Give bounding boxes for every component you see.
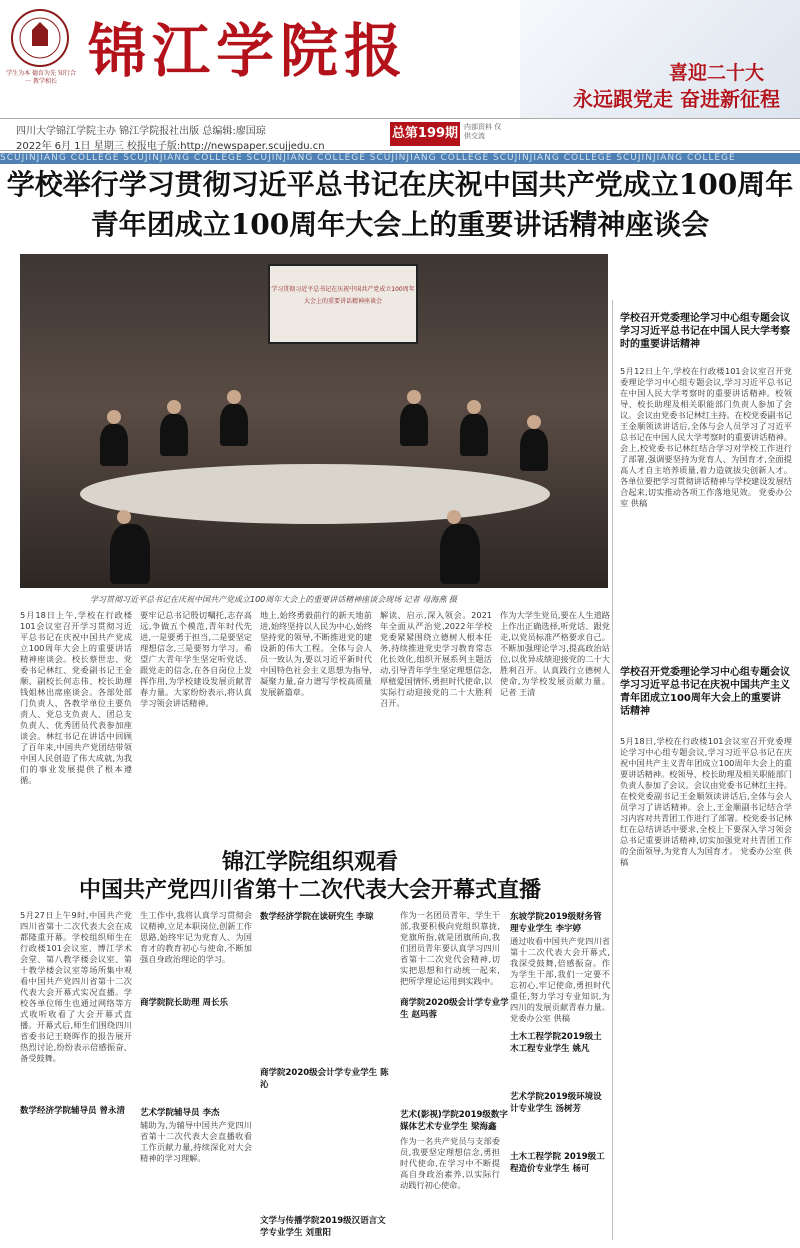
lead-column-3: 地上,始终勇毅前行的新天地前进,始终坚持以人民为中心,始终坚持党的领导,不断推进党的建设新的伟大工程。全体与会人员一致认为,要以习近平新时代中国特色社会主义思想为指导,凝聚力量,奋力谱写学校高质量发展新篇章。 [260,610,372,697]
second-column-2b: 辅助为,为辅导中国共产党四川省第十二次代表大会直播收看工作贡献力量,持续深化对大会精神的学习理解。 [140,1120,252,1163]
issue-badge: 总第199期 [390,122,460,146]
newspaper-title: 锦江学院报 [88,17,409,85]
attendee-figure [400,404,428,446]
second-column-2: 生工作中,我将认真学习贯彻会议精神,立足本职岗位,创新工作思路,始终牢记为党育人、为国育才的教育初心与使命,不断加强自身政治理论的学习。 [140,910,252,964]
publication-info-bar [0,118,800,151]
attendee-figure [100,424,128,466]
speaker-label: 商学院2020级会计学专业学生 赵玛蓉 [400,998,509,1020]
speaker-label: 商学院2020级会计学专业学生 陈沁 [260,1068,389,1090]
second-column-4: 作为一名团员青年、学生干部,我要积极向党组织靠拢,党旗所指,就是团旗所向,我们团员青年要认真学习四川省第十二次党代会精神,切实把思想和行动统一起来,把所学理论运用到实践中。 [400,910,500,986]
attendee-figure [160,414,188,456]
side-article-2-body: 5月18日,学校在行政楼101会议室召开党委理论学习中心组专题会议,学习习近平总书记在庆祝中国共产主义青年团成立100周年大会上的重要讲话精神。校领导、校长助理及相关职能部门负责人参加了会议。会议由党委书记林红主持。在校党委副书记王金顺领读讲话后,全体与会人员学习了讲话精神。会上,王金顺副书记结合学习内容对共青团工作进行了部署。校党委书记林红在总结讲话中要求,全校上下要深入学习领会总书记重要讲话精神,切实加强党对共青团工作的全面领导,为党育人为国育才。 党委办公室 供稿 [620,736,792,867]
slogan-line-1: 喜迎二十大 [668,62,764,84]
speaker-label: 数学经济学院在读研究生 李琼 [260,912,374,922]
slogan-banner [520,0,800,118]
conference-table [80,464,550,524]
speaker-label: 艺术(影视)学院2019级数字媒体艺术专业学生 梁海鑫 [400,1110,508,1132]
attendee-figure [460,414,488,456]
second-headline-line-1: 锦江学院组织观看 [221,849,398,875]
side-article-1-body: 5月12日上午,学校在行政楼101会议室召开党委理论学习中心组专题会议,学习习近平总书记在中国人民大学考察时的重要讲话精神。校领导、校长助理及相关职能部门负责人参加了会议。会议由党委书记林红主持。在校党委副书记王金顺领读讲话后,全体与会人员学习了习近平总书记在中国人民大学考察时的重要讲话精神。会上,校党委书记林红结合学习对学校工作进行了部署,强调要坚持为党育人、为国育才,全面提高人才自主培养质量,着力造就拔尖创新人才。各单位要把学习贯彻讲话精神与学校建设发展结合起来,切实推动各项工作落地见效。 党委办公室 供稿 [620,366,792,508]
attendee-figure [520,429,548,471]
lead-column-1: 5月18日上午,学校在行政楼101会议室召开学习贯彻习近平总书记在庆祝中国共产党成立100周年大会上的重要讲话精神座谈会。校长蔡世忠、党委书记林红、党委副书记王金顺、副校长何志伟、校长助理钱姐林出席座谈会。各部处部门负责人、各教学单位主要负责人、党总支负责人、团总支负责人、优秀团员代表参加座谈会。林红书记在讲话中回顾了百年来,中国共产党团结带领中国人民创造了伟大成就,为我们的事业发展提供了根本遵循。 [20,610,132,785]
second-headline-line-2: 中国共产党四川省第十二次代表大会开幕式直播 [78,877,541,903]
projection-screen [268,264,418,344]
lead-column-4: 解读、启示,深入领会。2021年全面从严治党,2022年学校党委紧紧围绕立德树人根本任务,持续推进党史学习教育常态化长效化,组织开展系列主题活动,引导青年学生坚定理想信念,厚植爱国情怀,勇担时代使命,以实际行动迎接党的二十大胜利召开。 [380,610,492,708]
speaker-label: 商学院院长助理 周长乐 [140,998,228,1008]
speaker-label: 艺术学院2019级环境设计专业学生 汤树芳 [510,1092,602,1114]
lead-headline-line-1: 学校举行学习贯彻习近平总书记在庆祝中国共产党成立100周年 [6,168,794,201]
speaker-label: 东坡学院2019级财务管理专业学生 李宇婷 [510,912,602,934]
lead-headline [0,165,800,245]
attendee-figure [220,404,248,446]
screen-text-2: 大会上的重要讲话精神座谈会 [303,298,382,305]
attendee-figure [110,524,150,584]
side-article-2-title: 学校召开党委理论学习中心组专题会议学习习近平总书记在庆祝中国共产主义青年团成立100周年大会上的重要讲话精神 [620,667,790,717]
slogan-line-2: 永远跟党走 奋进新征程 [573,87,780,111]
speaker-label: 数学经济学院辅导员 曾永清 [20,1106,125,1116]
lead-column-5: 作为大学生党员,要在人生道路上作出正确选择,听党话、跟党走,以党员标准严格要求自己。不断加强理论学习,提高政治站位,以优异成绩迎接党的二十大胜利召开。认真践行立德树人使命,为学校发展贡献力量。 记者 王清 [500,610,610,697]
column-divider [612,300,613,1240]
lead-column-2: 要牢记总书记殷切嘱托,志存高远,争做五个模范,青年时代先进,一是要勇于担当,二是要坚定理想信念,三是要努力学习。希望广大青年学生坚定听党话、跟党走的信念,在各自岗位上发挥作用,为学校建设发展贡献青春力量。大家纷纷表示,将认真学习领会讲话精神。 [140,610,252,708]
publisher-line: 四川大学锦江学院主办 锦江学院报社出版 总编辑:廖国琼 [16,126,266,137]
second-headline [0,848,620,904]
masthead [0,0,800,124]
second-column-4b: 作为一名共产党员与支部委员,我要坚定理想信念,勇担时代使命,在学习中不断提高自身政治素养,以实际行动践行初心使命。 [400,1136,500,1190]
meeting-photo [20,254,608,588]
date-line[interactable]: 2022年 6月 1日 星期三 校报电子版:http://newspaper.scujjedu.cn [16,141,325,152]
lead-headline-line-2: 青年团成立100周年大会上的重要讲话精神座谈会 [90,208,710,241]
issue-note: 内部资料 仅供交流 [464,123,502,140]
side-article-1-title: 学校召开党委理论学习中心组专题会议学习习近平总书记在中国人民大学考察时的重要讲话精神 [620,313,790,350]
speaker-label: 土木工程学院 2019级工程造价专业学生 杨可 [510,1152,605,1174]
second-column-5: 通过收看中国共产党四川省第十二次代表大会开幕式,我深受鼓舞,倍感振奋。作为学生干部,我们一定要不忘初心,牢记使命,勇担时代重任,努力学习专业知识,为四川的发展贡献青春力量。 党委办公室 供稿 [510,936,610,1023]
speaker-label: 文学与传播学院2019级汉语言文学专业学生 刘重阳 [260,1216,386,1238]
attendee-figure [440,524,480,584]
speaker-label: 艺术学院辅导员 李杰 [140,1108,220,1118]
speaker-label: 土木工程学院2019级土木工程专业学生 姚凡 [510,1032,602,1054]
college-stripe: SCUJINJIANG COLLEGE SCUJINJIANG COLLEGE SCUJINJIANG COLLEGE SCUJINJIANG COLLEGE SCUJINJIANG COLLEGE SCUJINJIANG COLLEGE [0,153,800,164]
seal-motto: 学生为本 德育为先 知行合一 教学相长 [6,70,76,85]
second-column-1: 5月27日上午9时,中国共产党四川省第十二次代表大会在成都隆重开幕。学校组织师生在行政楼101会议室、博江学术会堂、第八教学楼会议室、第十教学楼会议室等场所集中观看中国共产党四川省第十二次代表大会开幕式实况直播。学校各单位师生也通过网络等方式收听收看了大会开幕式直播。开幕式后,师生们围绕四川省委书记王晓晖作的报告展开热烈讨论,纷纷表示倍感振奋、备受鼓舞。 [20,910,132,1063]
photo-caption: 学习贯彻习近平总书记在庆祝中国共产党成立100周年大会上的重要讲话精神座谈会现场 记者 母海燕 摄 [90,595,457,604]
college-seal-icon [10,8,70,68]
screen-text-1: 学习贯彻习近平总书记在庆祝中国共产党成立100周年 [271,286,415,293]
